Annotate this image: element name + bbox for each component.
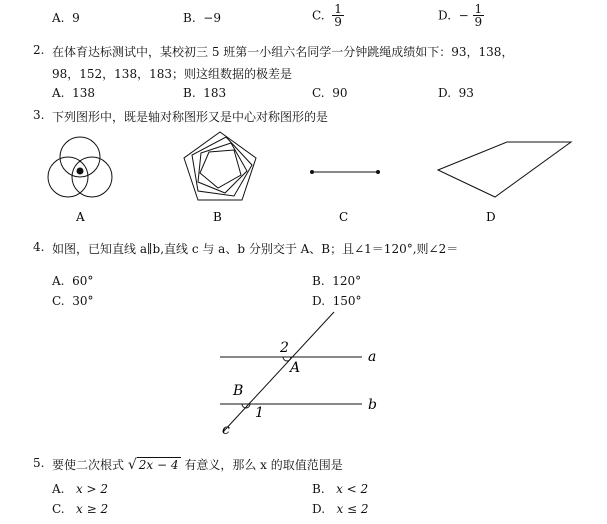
q1-option-a: A. 9 — [52, 11, 80, 25]
q4-option-a: A. 60° — [52, 274, 94, 288]
q3-figures — [0, 125, 607, 230]
figure-label-b: B — [213, 210, 222, 224]
figure-b-pentagons — [184, 132, 256, 200]
q5-option-a: A. x > 2 — [52, 482, 109, 496]
label-B: B — [233, 383, 244, 399]
q4-option-b: B. 120° — [312, 274, 362, 288]
q2-option-c: C. 90 — [312, 86, 348, 100]
line-c — [223, 312, 334, 432]
q2-number: 2. — [33, 43, 45, 57]
q4-option-d: D. 150° — [312, 294, 362, 308]
q5-radicand: 2x − 4 — [138, 458, 179, 472]
q1-option-c-fraction: $\frac{1}{9}$ — [334, 2, 342, 29]
figure-label-d: D — [486, 210, 496, 224]
q2-text-line2: 98，152，138，183；则这组数据的极差是 — [52, 67, 292, 81]
q5-option-c: C. x ≥ 2 — [52, 502, 109, 516]
radical-sign-icon: √ — [127, 457, 137, 473]
q5-option-d: D. x ≤ 2 — [312, 502, 369, 516]
q1-option-b: B. −9 — [183, 11, 221, 25]
figure-label-c: C — [339, 210, 349, 224]
q1-option-c: C. $\frac{1}{9}$ — [312, 2, 342, 29]
figure-d-parallelogram — [438, 142, 571, 197]
q2-option-a: A. 138 — [52, 86, 96, 100]
q1-option-d: D. − $\frac{1}{9}$ — [438, 2, 483, 29]
q4-number: 4. — [33, 240, 45, 254]
q1-option-d-fraction: $\frac{1}{9}$ — [474, 2, 483, 29]
q3-text: 下列图形中，既是轴对称图形又是中心对称图形的是 — [52, 110, 329, 124]
figure-a-circles — [48, 137, 112, 197]
label-a: a — [368, 349, 377, 365]
q4-diagram — [0, 300, 607, 440]
q4-option-c: C. 30° — [52, 294, 94, 308]
label-c: c — [222, 422, 230, 438]
q5-number: 5. — [33, 456, 45, 470]
figure-c-segment — [310, 170, 380, 174]
label-2: 2 — [280, 340, 289, 356]
q2-option-b: B. 183 — [183, 86, 227, 100]
label-b: b — [368, 397, 377, 413]
q2-text-line1: 在体育达标测试中，某校初三 5 班第一小组六名同学一分钟跳绳成绩如下：93，138， — [52, 45, 514, 59]
q3-number: 3. — [33, 108, 45, 122]
q5-option-b: B. x < 2 — [312, 482, 369, 496]
label-1: 1 — [255, 405, 264, 421]
q2-option-d: D. 93 — [438, 86, 474, 100]
label-A: A — [290, 360, 301, 376]
q4-text: 如图，已知直线 a∥b,直线 c 与 a、b 分别交于 A、B；且∠1＝120°,则∠2＝ — [52, 242, 459, 256]
q5-text: 要使二次根式 √ 2x − 4 有意义，那么 x 的取值范围是 — [52, 457, 343, 473]
figure-label-a: A — [76, 210, 85, 224]
